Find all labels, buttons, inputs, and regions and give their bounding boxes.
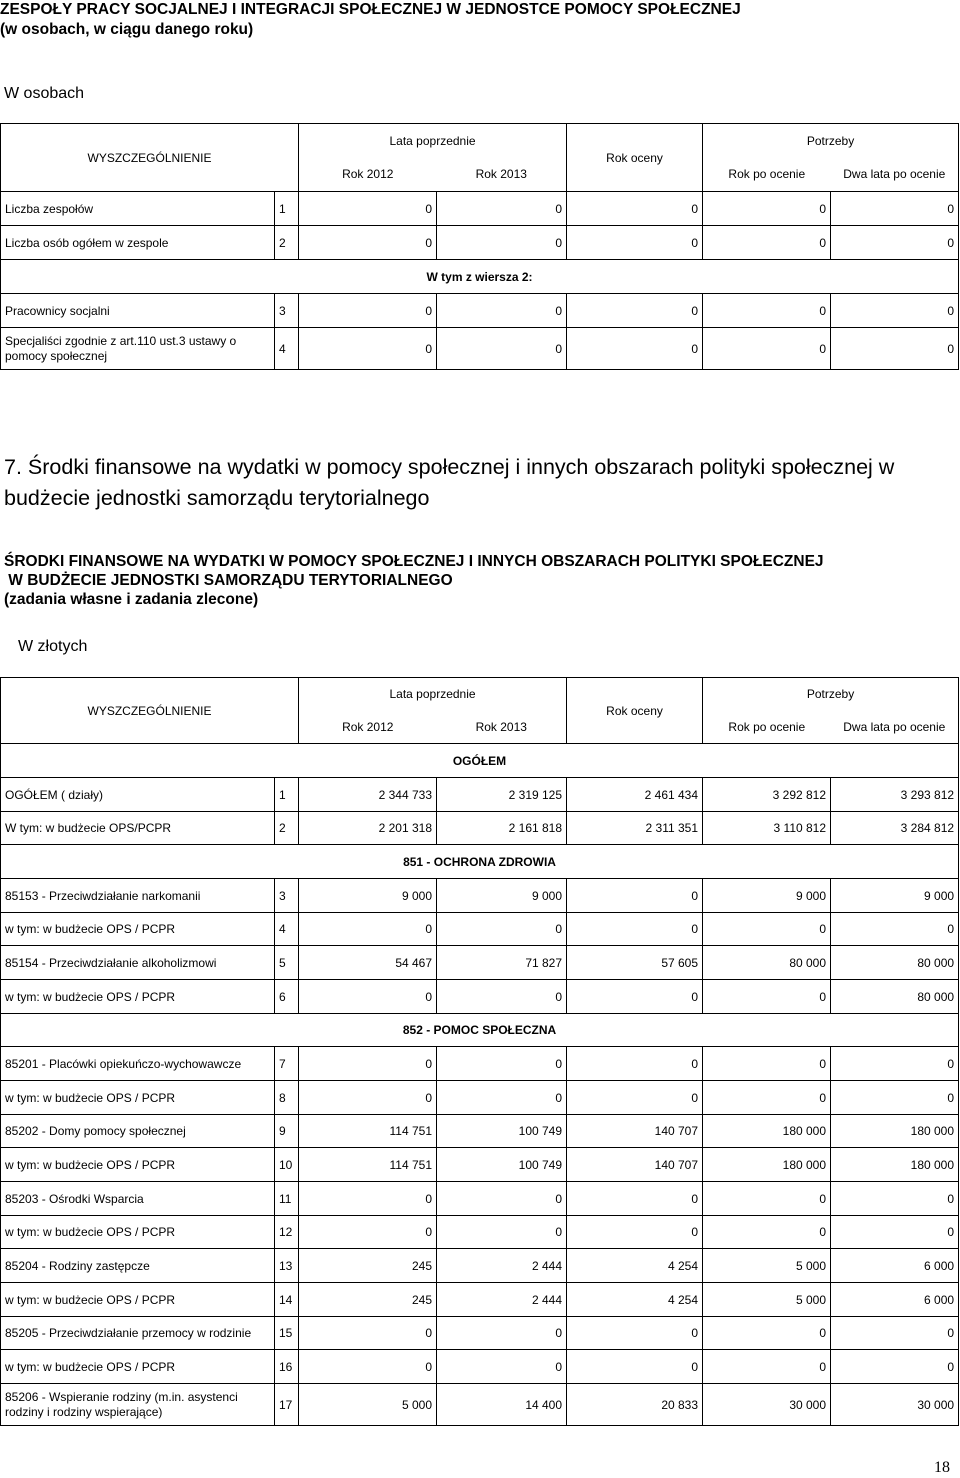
cell-rok-2013: 0	[437, 1182, 567, 1216]
cell-rok-2013: 0	[437, 192, 567, 226]
row-number: 7	[275, 1047, 299, 1081]
section-7-caps-title	[4, 552, 824, 609]
cell-rok-po-ocenie: 0	[703, 1047, 831, 1081]
cell-rok-2013: 9 000	[437, 879, 567, 913]
header-rok-2012: Rok 2012	[299, 158, 437, 192]
row-label: Specjaliści zgodnie z art.110 ust.3 ustawy o pomocy społecznej	[1, 328, 275, 370]
header-rok-oceny: Rok oceny	[567, 124, 703, 192]
unit-label-persons: W osobach	[4, 85, 85, 102]
header-dwa-lata-po-ocenie: Dwa lata po ocenie	[831, 158, 959, 192]
row-number: 8	[275, 1081, 299, 1115]
row-label: OGÓŁEM ( działy)	[1, 778, 275, 812]
row-label: W tym: w budżecie OPS/PCPR	[1, 812, 275, 845]
cell-rok-2013: 0	[437, 913, 567, 946]
table-row	[1, 1249, 959, 1283]
cell-rok-oceny: 57 605	[567, 946, 703, 980]
table-row	[1, 1350, 959, 1384]
cell-rok-2013: 0	[437, 980, 567, 1014]
header-lata-poprzednie: Lata poprzednie	[299, 678, 567, 711]
row-number: 4	[275, 913, 299, 946]
cell-dwa-lata: 9 000	[831, 879, 959, 913]
cell-rok-2013: 100 749	[437, 1115, 567, 1148]
row-label: 85202 - Domy pomocy społecznej	[1, 1115, 275, 1148]
cell-rok-oceny: 0	[567, 294, 703, 328]
cell-rok-oceny: 0	[567, 1317, 703, 1350]
cell-rok-2013: 0	[437, 294, 567, 328]
table-row	[1, 913, 959, 946]
header-potrzeby: Potrzeby	[703, 124, 959, 158]
table-row	[1, 1317, 959, 1350]
row-number: 3	[275, 879, 299, 913]
row-number: 2	[275, 226, 299, 260]
cell-dwa-lata: 6 000	[831, 1283, 959, 1317]
section-title: OGÓŁEM	[1, 744, 959, 778]
row-number: 5	[275, 946, 299, 980]
row-label: 85201 - Placówki opiekuńczo-wychowawcze	[1, 1047, 275, 1081]
cell-rok-oceny: 0	[567, 192, 703, 226]
cell-rok-2012: 0	[299, 1047, 437, 1081]
cell-rok-po-ocenie: 0	[703, 226, 831, 260]
cell-dwa-lata: 3 284 812	[831, 812, 959, 845]
cell-rok-2012: 5 000	[299, 1384, 437, 1426]
cell-rok-po-ocenie: 30 000	[703, 1384, 831, 1426]
table-row	[1, 226, 959, 260]
cell-rok-oceny: 0	[567, 226, 703, 260]
cell-rok-2013: 0	[437, 1216, 567, 1249]
cell-rok-po-ocenie: 3 292 812	[703, 778, 831, 812]
cell-dwa-lata: 30 000	[831, 1384, 959, 1426]
row-label: 85205 - Przeciwdziałanie przemocy w rodzinie	[1, 1317, 275, 1350]
cell-rok-2012: 245	[299, 1249, 437, 1283]
table-row	[1, 1081, 959, 1115]
table-row	[1, 1216, 959, 1249]
row-number: 14	[275, 1283, 299, 1317]
cell-rok-oceny: 0	[567, 1047, 703, 1081]
cell-rok-po-ocenie: 0	[703, 980, 831, 1014]
cell-rok-2013: 2 319 125	[437, 778, 567, 812]
caps-line-3: (zadania własne i zadania zlecone)	[4, 591, 259, 608]
table-row	[1, 294, 959, 328]
cell-rok-po-ocenie: 3 110 812	[703, 812, 831, 845]
cell-rok-po-ocenie: 0	[703, 1350, 831, 1384]
cell-rok-2012: 0	[299, 1216, 437, 1249]
cell-dwa-lata: 80 000	[831, 946, 959, 980]
table-row	[1, 328, 959, 370]
cell-dwa-lata: 0	[831, 192, 959, 226]
cell-rok-2012: 0	[299, 913, 437, 946]
row-number: 11	[275, 1182, 299, 1216]
header-potrzeby: Potrzeby	[703, 678, 959, 711]
cell-dwa-lata: 0	[831, 328, 959, 370]
row-label: w tym: w budżecie OPS / PCPR	[1, 1283, 275, 1317]
cell-rok-po-ocenie: 180 000	[703, 1115, 831, 1148]
section-title: W tym z wiersza 2:	[1, 260, 959, 294]
row-number: 13	[275, 1249, 299, 1283]
cell-dwa-lata: 0	[831, 1317, 959, 1350]
document-subtitle: (w osobach, w ciągu danego roku)	[0, 21, 254, 38]
row-number: 3	[275, 294, 299, 328]
cell-rok-2012: 0	[299, 294, 437, 328]
cell-dwa-lata: 0	[831, 1350, 959, 1384]
cell-rok-po-ocenie: 0	[703, 328, 831, 370]
table-row	[1, 778, 959, 812]
cell-rok-oceny: 140 707	[567, 1148, 703, 1182]
table-row	[1, 812, 959, 845]
cell-dwa-lata: 0	[831, 294, 959, 328]
header-rok-2013: Rok 2013	[437, 158, 567, 192]
row-label: 85154 - Przeciwdziałanie alkoholizmowi	[1, 946, 275, 980]
row-label: w tym: w budżecie OPS / PCPR	[1, 980, 275, 1014]
row-number: 2	[275, 812, 299, 845]
cell-dwa-lata: 180 000	[831, 1148, 959, 1182]
cell-rok-oceny: 140 707	[567, 1115, 703, 1148]
row-label: w tym: w budżecie OPS / PCPR	[1, 1148, 275, 1182]
caps-line-1: ŚRODKI FINANSOWE NA WYDATKI W POMOCY SPOŁECZNEJ I INNYCH OBSZARACH POLITYKI SPOŁECZNEJ	[4, 553, 824, 570]
cell-rok-2012: 114 751	[299, 1115, 437, 1148]
cell-rok-2012: 0	[299, 1081, 437, 1115]
cell-dwa-lata: 80 000	[831, 980, 959, 1014]
cell-dwa-lata: 0	[831, 226, 959, 260]
cell-rok-2012: 0	[299, 980, 437, 1014]
cell-rok-2012: 54 467	[299, 946, 437, 980]
table-row	[1, 1384, 959, 1426]
cell-rok-2013: 0	[437, 1081, 567, 1115]
cell-rok-po-ocenie: 80 000	[703, 946, 831, 980]
row-number: 15	[275, 1317, 299, 1350]
cell-rok-2013: 14 400	[437, 1384, 567, 1426]
cell-rok-2013: 0	[437, 1317, 567, 1350]
cell-rok-po-ocenie: 5 000	[703, 1283, 831, 1317]
cell-rok-po-ocenie: 0	[703, 1216, 831, 1249]
cell-rok-2013: 71 827	[437, 946, 567, 980]
row-number: 12	[275, 1216, 299, 1249]
header-rok-2012: Rok 2012	[299, 711, 437, 744]
cell-rok-po-ocenie: 180 000	[703, 1148, 831, 1182]
cell-rok-oceny: 0	[567, 913, 703, 946]
cell-rok-2013: 0	[437, 328, 567, 370]
cell-rok-2012: 0	[299, 1350, 437, 1384]
table-row	[1, 1115, 959, 1148]
cell-rok-2012: 2 344 733	[299, 778, 437, 812]
table-row	[1, 879, 959, 913]
row-number: 17	[275, 1384, 299, 1426]
cell-rok-po-ocenie: 0	[703, 1182, 831, 1216]
cell-rok-oceny: 20 833	[567, 1384, 703, 1426]
row-number: 9	[275, 1115, 299, 1148]
header-rok-2013: Rok 2013	[437, 711, 567, 744]
cell-rok-po-ocenie: 0	[703, 192, 831, 226]
header-lata-poprzednie: Lata poprzednie	[299, 124, 567, 158]
cell-rok-2012: 0	[299, 226, 437, 260]
cell-rok-2012: 0	[299, 1317, 437, 1350]
row-label: 85153 - Przeciwdziałanie narkomanii	[1, 879, 275, 913]
row-number: 6	[275, 980, 299, 1014]
row-label: Liczba zespołów	[1, 192, 275, 226]
cell-rok-oceny: 2 461 434	[567, 778, 703, 812]
document-header	[0, 0, 741, 40]
cell-rok-po-ocenie: 5 000	[703, 1249, 831, 1283]
header-rok-oceny: Rok oceny	[567, 678, 703, 744]
table-row	[1, 1047, 959, 1081]
table-header-row	[1, 678, 959, 711]
section-row	[1, 260, 959, 294]
cell-rok-2012: 9 000	[299, 879, 437, 913]
cell-rok-oceny: 4 254	[567, 1249, 703, 1283]
section-row	[1, 1014, 959, 1047]
cell-dwa-lata: 180 000	[831, 1115, 959, 1148]
cell-rok-oceny: 0	[567, 1350, 703, 1384]
cell-rok-2013: 2 161 818	[437, 812, 567, 845]
cell-dwa-lata: 0	[831, 1081, 959, 1115]
cell-rok-oceny: 4 254	[567, 1283, 703, 1317]
cell-rok-2013: 0	[437, 226, 567, 260]
cell-rok-oceny: 2 311 351	[567, 812, 703, 845]
cell-rok-oceny: 0	[567, 328, 703, 370]
row-label: w tym: w budżecie OPS / PCPR	[1, 1216, 275, 1249]
cell-rok-oceny: 0	[567, 1081, 703, 1115]
section-7-heading: 7. Środki finansowe na wydatki w pomocy społecznej i innych obszarach polityki społecznej w budżecie jednostki samorządu terytorialnego	[4, 455, 895, 510]
row-number: 16	[275, 1350, 299, 1384]
header-wyszczegolnienie: WYSZCZEGÓLNIENIE	[1, 124, 299, 192]
cell-rok-2013: 0	[437, 1350, 567, 1384]
section-title: 852 - POMOC SPOŁECZNA	[1, 1014, 959, 1047]
table-row	[1, 980, 959, 1014]
row-number: 4	[275, 328, 299, 370]
section-row	[1, 845, 959, 879]
section-row	[1, 744, 959, 778]
cell-rok-2013: 2 444	[437, 1249, 567, 1283]
cell-rok-2012: 245	[299, 1283, 437, 1317]
cell-rok-po-ocenie: 0	[703, 913, 831, 946]
row-label: 85206 - Wspieranie rodziny (m.in. asystenci rodziny i rodziny wspierające)	[1, 1384, 275, 1426]
cell-rok-2013: 100 749	[437, 1148, 567, 1182]
cell-rok-po-ocenie: 0	[703, 1317, 831, 1350]
cell-dwa-lata: 0	[831, 1216, 959, 1249]
cell-dwa-lata: 3 293 812	[831, 778, 959, 812]
row-label: w tym: w budżecie OPS / PCPR	[1, 1081, 275, 1115]
cell-rok-2012: 2 201 318	[299, 812, 437, 845]
row-label: w tym: w budżecie OPS / PCPR	[1, 913, 275, 946]
cell-dwa-lata: 6 000	[831, 1249, 959, 1283]
table-row	[1, 1283, 959, 1317]
cell-rok-oceny: 0	[567, 980, 703, 1014]
cell-rok-po-ocenie: 9 000	[703, 879, 831, 913]
cell-rok-2012: 0	[299, 1182, 437, 1216]
caps-line-2: W BUDŻECIE JEDNOSTKI SAMORZĄDU TERYTORIALNEGO	[4, 572, 453, 589]
header-rok-po-ocenie: Rok po ocenie	[703, 158, 831, 192]
cell-rok-oceny: 0	[567, 879, 703, 913]
cell-rok-po-ocenie: 0	[703, 294, 831, 328]
cell-rok-2013: 2 444	[437, 1283, 567, 1317]
finance-table	[0, 677, 959, 1426]
header-rok-po-ocenie: Rok po ocenie	[703, 711, 831, 744]
cell-rok-2012: 114 751	[299, 1148, 437, 1182]
row-label: 85204 - Rodziny zastępcze	[1, 1249, 275, 1283]
row-label: Liczba osób ogółem w zespole	[1, 226, 275, 260]
row-label: 85203 - Ośrodki Wsparcia	[1, 1182, 275, 1216]
header-wyszczegolnienie: WYSZCZEGÓLNIENIE	[1, 678, 299, 744]
cell-dwa-lata: 0	[831, 913, 959, 946]
cell-rok-2012: 0	[299, 192, 437, 226]
cell-rok-po-ocenie: 0	[703, 1081, 831, 1115]
unit-label-zloty: W złotych	[18, 638, 88, 655]
row-number: 1	[275, 192, 299, 226]
cell-rok-oceny: 0	[567, 1216, 703, 1249]
table-row	[1, 1148, 959, 1182]
cell-rok-oceny: 0	[567, 1182, 703, 1216]
row-number: 10	[275, 1148, 299, 1182]
row-label: Pracownicy socjalni	[1, 294, 275, 328]
teams-table	[0, 123, 959, 370]
header-dwa-lata-po-ocenie: Dwa lata po ocenie	[831, 711, 959, 744]
row-number: 1	[275, 778, 299, 812]
table-row	[1, 192, 959, 226]
table-row	[1, 1182, 959, 1216]
table-row	[1, 946, 959, 980]
row-label: w tym: w budżecie OPS / PCPR	[1, 1350, 275, 1384]
cell-dwa-lata: 0	[831, 1182, 959, 1216]
cell-rok-2012: 0	[299, 328, 437, 370]
cell-dwa-lata: 0	[831, 1047, 959, 1081]
document-title: ZESPOŁY PRACY SOCJALNEJ I INTEGRACJI SPOŁECZNEJ W JEDNOSTCE POMOCY SPOŁECZNEJ	[0, 1, 741, 18]
page-number: 18	[934, 1459, 950, 1476]
cell-rok-2013: 0	[437, 1047, 567, 1081]
section-title: 851 - OCHRONA ZDROWIA	[1, 845, 959, 879]
table-header-row	[1, 124, 959, 158]
